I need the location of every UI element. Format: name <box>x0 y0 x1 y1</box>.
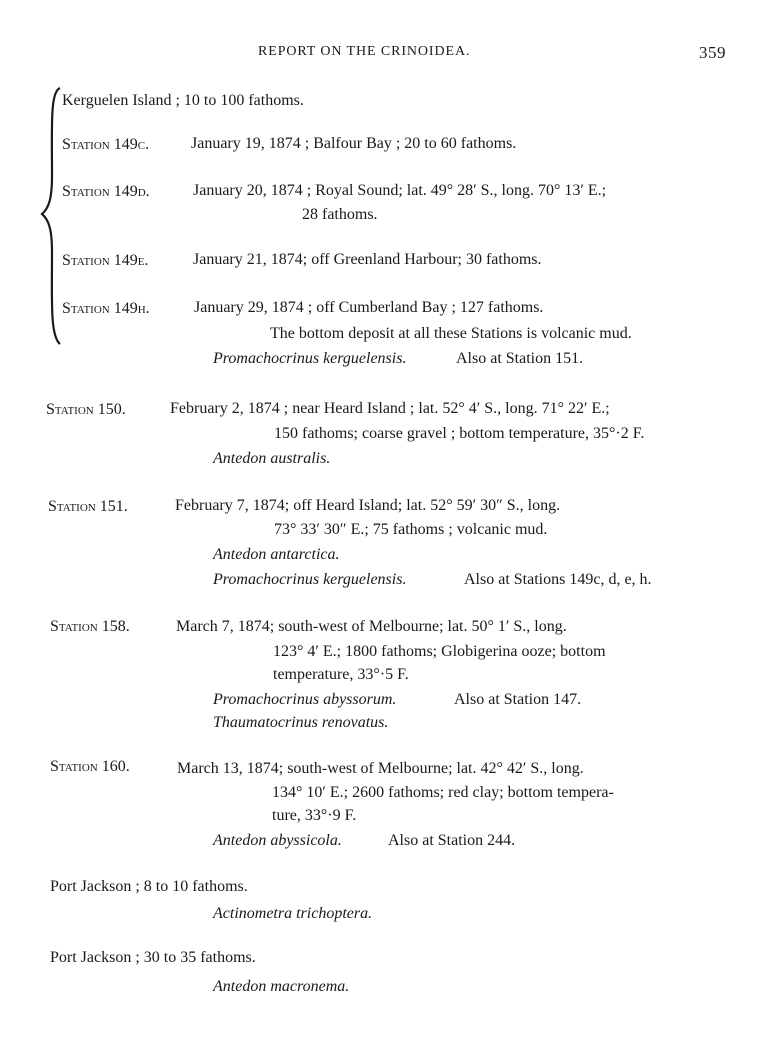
species-note: Also at Station 147. <box>454 691 582 708</box>
station-text: 73° 33′ 30″ E.; 75 fathoms ; volcanic mud. <box>274 521 548 538</box>
station-text: February 2, 1874 ; near Heard Island ; lat. 52° 4′ S., long. 71° 22′ E.; <box>170 400 610 417</box>
station-label: Station 150. <box>46 401 126 418</box>
species-name: Antedon abyssicola. <box>213 832 342 849</box>
species-note: Also at Station 151. <box>456 350 584 367</box>
station-text: 150 fathoms; coarse gravel ; bottom temperature, 35°·2 F. <box>274 425 645 442</box>
running-header: REPORT ON THE CRINOIDEA. <box>258 44 471 59</box>
locality-text: Port Jackson ; 8 to 10 fathoms. <box>50 878 248 895</box>
station-text: March 13, 1874; south-west of Melbourne; lat. 42° 42′ S., long. <box>177 760 584 777</box>
station-label: Station 149c. <box>62 136 150 153</box>
species-name: Thaumatocrinus renovatus. <box>213 714 389 731</box>
species-note: Also at Stations 149c, d, e, h. <box>464 571 652 588</box>
station-label: Station 149d. <box>62 183 150 200</box>
group-note: The bottom deposit at all these Stations is volcanic mud. <box>270 325 632 342</box>
station-text: ture, 33°·9 F. <box>272 807 357 824</box>
station-text: temperature, 33°·5 F. <box>273 666 409 683</box>
station-label: Station 149h. <box>62 300 150 317</box>
species-name: Promachocrinus kerguelensis. <box>213 571 407 588</box>
locality-text: Port Jackson ; 30 to 35 fathoms. <box>50 949 256 966</box>
kerguelen-heading: Kerguelen Island ; 10 to 100 fathoms. <box>62 92 304 109</box>
species-name: Antedon australis. <box>213 450 331 467</box>
station-label: Station 151. <box>48 498 128 515</box>
species-name: Antedon antarctica. <box>213 546 340 563</box>
station-label: Station 158. <box>50 618 130 635</box>
station-text: January 29, 1874 ; off Cumberland Bay ; 127 fathoms. <box>194 299 544 316</box>
station-text: 123° 4′ E.; 1800 fathoms; Globigerina ooze; bottom <box>273 643 606 660</box>
page-number: 359 <box>699 43 726 62</box>
station-text: January 20, 1874 ; Royal Sound; lat. 49° 28′ S., long. 70° 13′ E.; <box>193 182 607 199</box>
station-text: January 19, 1874 ; Balfour Bay ; 20 to 60 fathoms. <box>191 135 517 152</box>
station-text: March 7, 1874; south-west of Melbourne; lat. 50° 1′ S., long. <box>176 618 567 635</box>
species-name: Promachocrinus kerguelensis. <box>213 350 407 367</box>
station-text: 28 fathoms. <box>302 206 378 223</box>
station-label: Station 149e. <box>62 252 149 269</box>
species-name: Antedon macronema. <box>213 978 350 995</box>
station-label: Station 160. <box>50 758 130 775</box>
species-name: Actinometra trichoptera. <box>213 905 373 922</box>
species-name: Promachocrinus abyssorum. <box>213 691 397 708</box>
station-text: February 7, 1874; off Heard Island; lat. 52° 59′ 30″ S., long. <box>175 497 561 514</box>
station-text: January 21, 1874; off Greenland Harbour; 30 fathoms. <box>193 251 542 268</box>
station-text: 134° 10′ E.; 2600 fathoms; red clay; bottom tempera- <box>272 784 614 801</box>
species-note: Also at Station 244. <box>388 832 516 849</box>
